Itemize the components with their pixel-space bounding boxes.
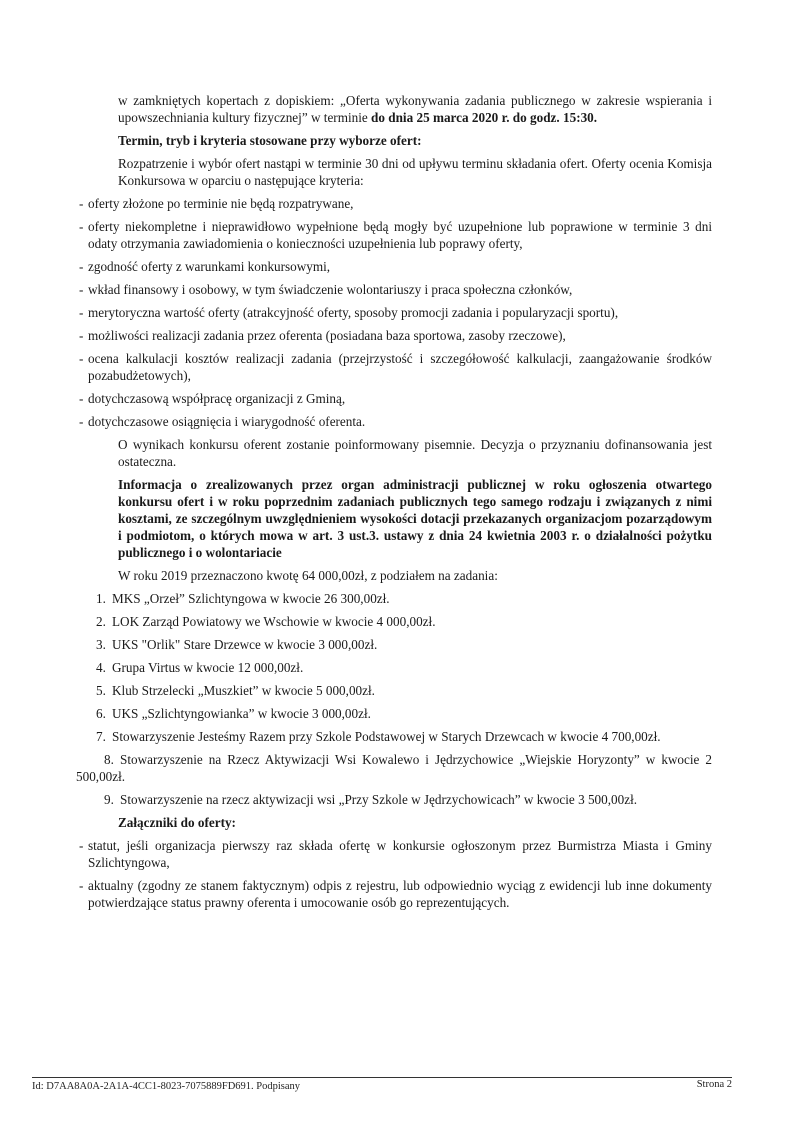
attachments-heading: Załączniki do oferty: [118, 815, 236, 830]
grant-list [76, 590, 712, 808]
attachment-item: - statut, jeśli organizacja pierwszy raz składa ofertę w konkursie ogłoszonym przez Burmistrza Miasta i Gminy Szlichtyngowa, [79, 838, 712, 870]
grant-item: 9. Stowarzyszenie na rzecz aktywizacji wsi „Przy Szkole w Jędrzychowicach” w kwocie 3 500,00zł. [104, 792, 638, 807]
criteria-result: O wynikach konkursu oferent zostanie poinformowany pisemnie. Decyzja o przyznaniu dofinansowania jest ostateczna. [118, 437, 712, 469]
info-heading: Informacja o zrealizowanych przez organ administracji publicznej w roku ogłoszenia otwartego konkursu ofert i w roku poprzednim zadaniach publicznych tego samego rodzaju i związanych z nimi kosztami, ze szczególnym uwzględnieniem wysokości dotacji przekazanych organizacjom pozarządowym i podmiotom, o których mowa w art. 3 ust.3. ustawy z dnia 24 kwietnia 2003 r. o działalności pożytku publicznego i o wolontariacie [118, 477, 712, 560]
grant-item: 2. LOK Zarząd Powiatowy we Wschowie w kwocie 4 000,00zł. [96, 614, 436, 629]
document-body [76, 92, 712, 917]
grant-item: 3. UKS "Orlik" Stare Drzewce w kwocie 3 000,00zł. [96, 637, 378, 652]
criteria-lead: Rozpatrzenie i wybór ofert nastąpi w terminie 30 dni od upływu terminu składania ofert. Oferty ocenia Komisja Konkursowa w oparciu o następujące kryteria: [118, 156, 712, 188]
intro-deadline: do dnia 25 marca 2020 r. do godz. 15:30. [371, 110, 598, 125]
attachments-list [76, 837, 712, 911]
footer-divider [32, 1077, 732, 1078]
criteria-list [76, 195, 712, 430]
grant-item: 7. Stowarzyszenie Jesteśmy Razem przy Szkole Podstawowej w Starych Drzewcach w kwocie 4 700,00zł. [96, 729, 661, 744]
criteria-item: - oferty złożone po terminie nie będą rozpatrywane, [79, 196, 354, 211]
criteria-item: - dotychczasowe osiągnięcia i wiarygodność oferenta. [79, 414, 366, 429]
info-lead: W roku 2019 przeznaczono kwotę 64 000,00zł, z podziałem na zadania: [118, 568, 498, 583]
grant-item: 4. Grupa Virtus w kwocie 12 000,00zł. [96, 660, 304, 675]
attachment-item: - aktualny (zgodny ze stanem faktycznym) odpis z rejestru, lub odpowiednio wyciąg z ewidencji lub inne dokumenty potwierdzające status prawny oferenta i umocowanie osób go reprezentujących. [79, 878, 712, 910]
criteria-item: - możliwości realizacji zadania przez oferenta (posiadana baza sportowa, zasoby rzeczowe), [79, 328, 566, 343]
criteria-heading: Termin, tryb i kryteria stosowane przy wyborze ofert: [118, 133, 422, 148]
document-id: Id: D7AA8A0A-2A1A-4CC1-8023-7075889FD691. Podpisany [32, 1081, 301, 1092]
grant-item: 6. UKS „Szlichtyngowianka” w kwocie 3 000,00zł. [96, 706, 371, 721]
criteria-item: - zgodność oferty z warunkami konkursowymi, [79, 259, 331, 274]
criteria-item: - ocena kalkulacji kosztów realizacji zadania (przejrzystość i szczegółowość kalkulacji, zaangażowanie środków pozabudżetowych), [79, 351, 712, 383]
page-number: Strona 2 [696, 1079, 732, 1090]
intro-paragraph [76, 92, 712, 126]
grant-item: 1. MKS „Orzeł” Szlichtyngowa w kwocie 26 300,00zł. [96, 591, 390, 606]
grant-item: 5. Klub Strzelecki „Muszkiet” w kwocie 5 000,00zł. [96, 683, 375, 698]
grant-item: 8. Stowarzyszenie na Rzecz Aktywizacji Wsi Kowalewo i Jędrzychowice „Wiejskie Horyzonty” w kwocie 2 500,00zł. [76, 752, 712, 784]
criteria-item: - oferty niekompletne i nieprawidłowo wypełnione będą mogły być uzupełnione lub poprawione w terminie 3 dni odaty otrzymania zawiadomienia o konieczności uzupełnienia lub poprawy oferty, [79, 219, 712, 251]
criteria-item: - merytoryczna wartość oferty (atrakcyjność oferty, sposoby promocji zadania i popularyzacji sportu), [79, 305, 619, 320]
intro-text: w zamkniętych kopertach z dopiskiem: „Oferta wykonywania zadania publicznego w zakresie wspierania i upowszechniania kultury fizycznej” w terminie [118, 93, 712, 125]
criteria-item: - dotychczasową współpracę organizacji z Gminą, [79, 391, 346, 406]
criteria-item: - wkład finansowy i osobowy, w tym świadczenie wolontariuszy i praca społeczna członków, [79, 282, 573, 297]
